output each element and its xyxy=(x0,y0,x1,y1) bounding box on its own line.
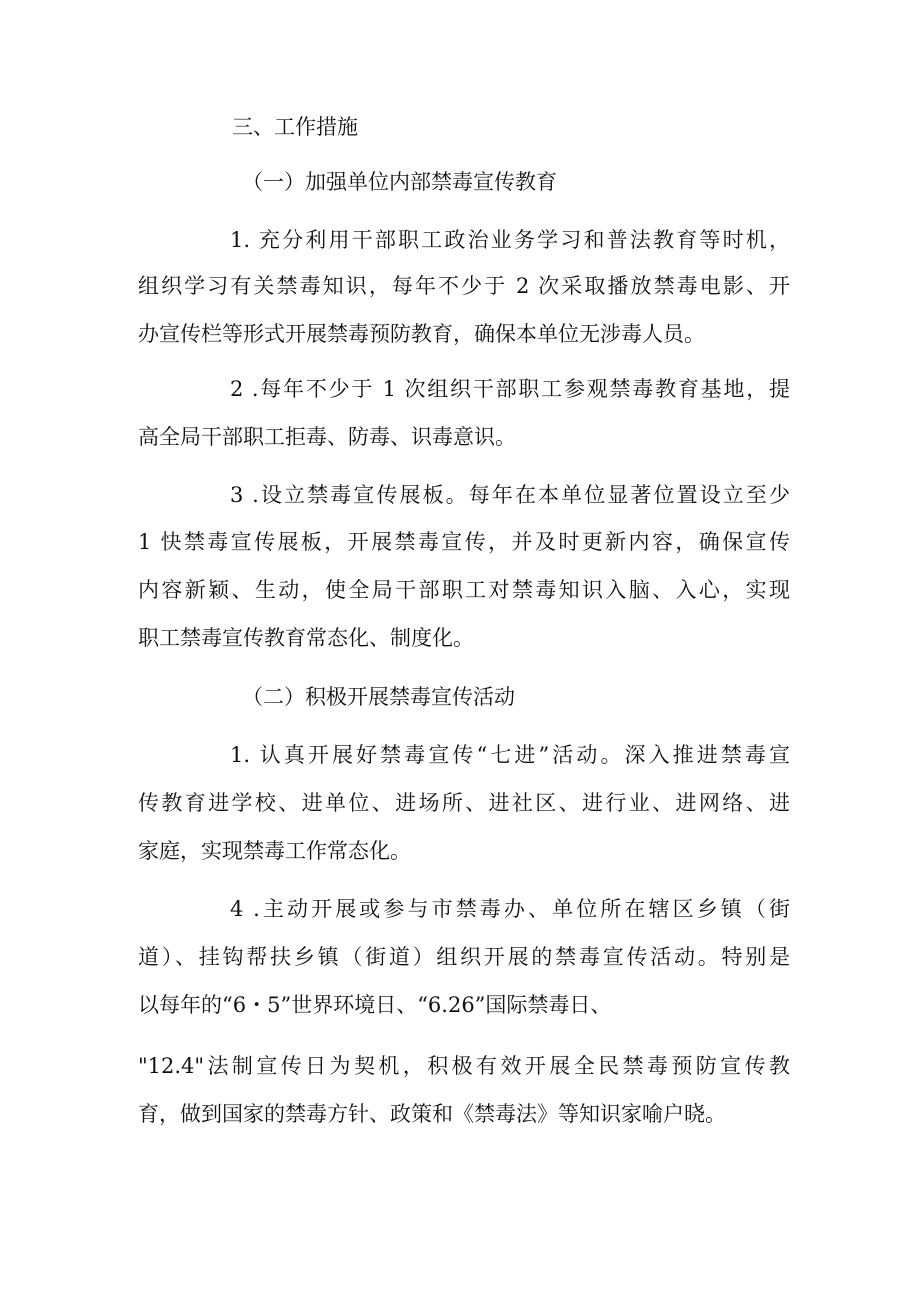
paragraph-line: 育，做到国家的禁毒方针、政策和《禁毒法》等知识家喻户晓。 xyxy=(138,1102,726,1126)
subsection-title-2: （二）积极开展禁毒宣传活动 xyxy=(242,685,515,709)
paragraph-line: 1. 充分利用干部职工政治业务学习和普法教育等时机， xyxy=(230,228,790,252)
paragraph-line: 组织学习有关禁毒知识，每年不少于 2 次采取播放禁毒电影、开 xyxy=(138,274,790,298)
paragraph-line: 办宣传栏等形式开展禁毒预防教育，确保本单位无涉毒人员。 xyxy=(138,322,705,346)
paragraph-line: 4 .主动开展或参与市禁毒办、单位所在辖区乡镇（街 xyxy=(230,897,790,921)
section-title: 三、工作措施 xyxy=(232,115,358,139)
paragraph-line: 家庭，实现禁毒工作常态化。 xyxy=(138,839,411,863)
paragraph-line: 以每年的“6・5”世界环境日、“6.26”国际禁毒日、 xyxy=(138,993,612,1017)
paragraph-line: 职工禁毒宣传教育常态化、制度化。 xyxy=(138,626,474,650)
paragraph-line: 高全局干部职工拒毒、防毒、识毒意识。 xyxy=(138,425,516,449)
paragraph-line: 3 .设立禁毒宣传展板。每年在本单位显著位置设立至少 xyxy=(230,483,790,507)
paragraph-line: 内容新颖、生动，使全局干部职工对禁毒知识入脑、入心，实现 xyxy=(138,578,790,602)
paragraph-line: 传教育进学校、进单位、进场所、进社区、进行业、进网络、进 xyxy=(138,791,790,815)
paragraph-line: 1 快禁毒宣传展板，开展禁毒宣传，并及时更新内容，确保宣传 xyxy=(138,530,790,554)
subsection-title-1: （一）加强单位内部禁毒宣传教育 xyxy=(242,170,557,194)
paragraph-line: 1. 认真开展好禁毒宣传“七进”活动。深入推进禁毒宣 xyxy=(230,743,790,767)
paragraph-line: 2 .每年不少于 1 次组织干部职工参观禁毒教育基地，提 xyxy=(230,377,790,401)
paragraph-line: "12.4"法制宣传日为契机，积极有效开展全民禁毒预防宣传教 xyxy=(138,1054,790,1078)
paragraph-line: 道）、挂钩帮扶乡镇（街道）组织开展的禁毒宣传活动。特别是 xyxy=(138,945,790,969)
